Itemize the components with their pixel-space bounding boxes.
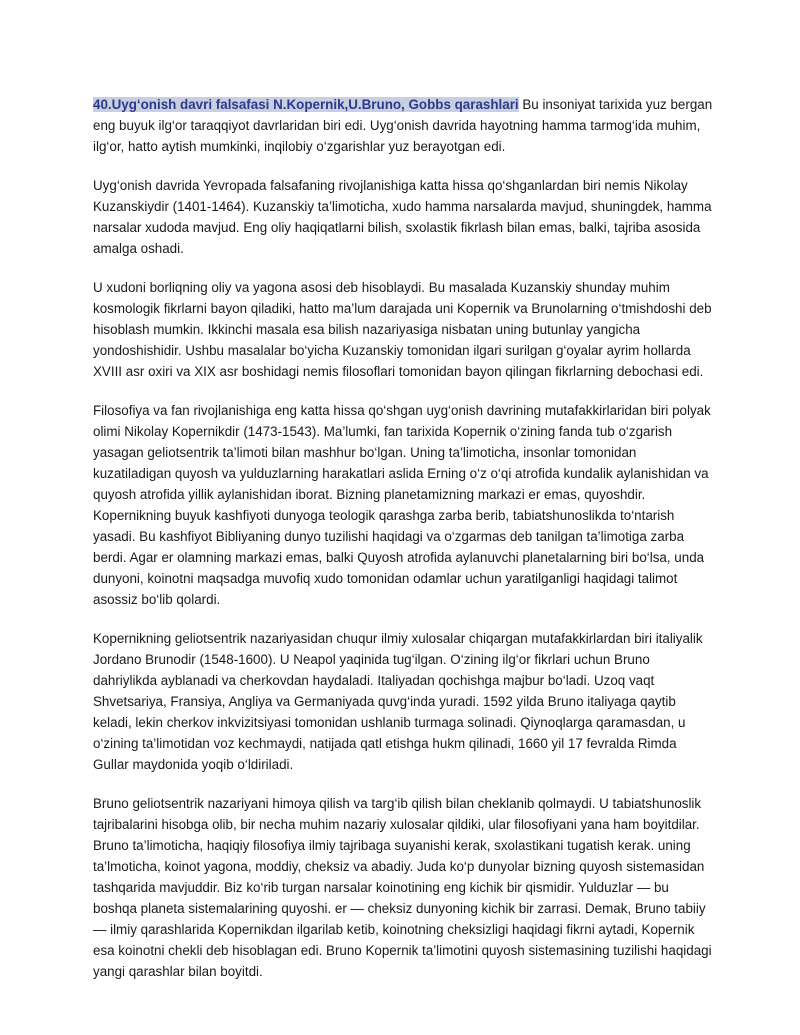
paragraph-kuzanskiy-cosmology: U xudoni borliqning oliy va yagona asosi deb hisoblaydi. Bu masalada Kuzanskiy shunday muhim kosmologik fikrlarni bayon qiladiki, hatto ma’lum darajada uni Kopernik va Brunolarning o‘tmishdoshi deb hisoblash mumkin. Ikkinchi masala esa bilish nazariyasiga nisbatan uning butunlay yangicha yondoshishidir. Ushbu masalalar bo‘yicha Kuzanskiy tomonidan ilgari surilgan g‘oyalar ayrim hollarda XVIII asr oxiri va XIX asr boshidagi nemis filosoflari tomonidan bayon qilingan fikrlarning debochasi edi. [93, 280, 712, 379]
paragraph-bruno-theory: Bruno geliotsentrik nazariyani himoya qilish va targ‘ib qilish bilan cheklanib qolmaydi. U tabiatshunoslik tajribalarini hisobga olib, bir necha muhim nazariy xulosalar qildiki, ular filosofiyani yana ham boyitdilar. Bruno ta’limoticha, haqiqiy filosofiya ilmiy tajribaga suyanishi kerak, sxolastikani tugatish kerak. uning ta’lmoticha, koinot yagona, moddiy, cheksiz va abadiy. Juda ko‘p dunyolar bizning quyosh sistemasidan tashqarida mavjuddir. Biz ko‘rib turgan narsalar koinotining eng kichik bir qismidir. Yulduzlar — bu boshqa planeta sistemalarining quyoshi. er — cheksiz dunyoning kichik bir zarrasi. Demak, Bruno tabiiy — ilmiy qarashlarida Kopernikdan ilgarilab ketib, koinotning cheksizligi haqidagi fikrni aytadi, Kopernik esa koinotni chekli deb hisoblagan edi. Bruno Kopernik ta’limotini quyosh sistemasining tuzilishi haqidagi yangi qarashlar bilan boyitdi. [93, 796, 712, 979]
intro-paragraph [93, 94, 713, 157]
intro-text: Bu insoniyat tarixida yuz bergan eng buyuk ilg‘or taraqqiyot davrlaridan biri edi. Uyg‘onish davrida hayotning hamma tarmog‘ida muhim, ilg‘or, hatto aytish mumkinki, inqilobiy o‘zgarishlar yuz berayotgan edi. [93, 97, 713, 154]
paragraph-kuzanskiy: Uyg‘onish davrida Yevropada falsafaning rivojlanishiga katta hissa qo‘shganlardan biri nemis Nikolay Kuzanskiydir (1401-1464). Kuzanskiy ta’limoticha, xudo hamma narsalarda mavjud, shuningdek, hamma narsalar xudoda mavjud. Eng oliy haqiqatlarni bilish, sxolastik fikrlash bilan emas, balki, tajriba asosida amalga oshadi. [93, 178, 712, 256]
paragraph-bruno-biography: Kopernikning geliotsentrik nazariyasidan chuqur ilmiy xulosalar chiqargan mutafakkirlardan biri italiyalik Jordano Brunodir (1548-1600). U Neapol yaqinida tug‘ilgan. O‘zining ilg‘or fikrlari uchun Bruno dahriylikda ayblanadi va cherkovdan haydaladi. Italiyadan qochishga majbur bo‘ladi. Uzoq vaqt Shvetsariya, Fransiya, Angliya va Germaniyada quvg‘inda yuradi. 1592 yilda Bruno italiyaga qaytib keladi, lekin cherkov inkvizitsiyasi tomonidan ushlanib turmaga solinadi. Qiynoqlarga qaramasdan, u o‘zining ta’limotidan voz kechmaydi, natijada qatl etishga hukm qilinadi, 1660 yil 17 fevralda Rimda Gullar maydonida yoqib o‘ldiriladi. [93, 631, 703, 772]
section-heading: 40.Uyg‘onish davri falsafasi N.Kopernik,U.Bruno, Gobbs qarashlari [93, 97, 519, 112]
document-page [93, 94, 713, 1000]
paragraph-kopernik: Filosofiya va fan rivojlanishiga eng katta hissa qo‘shgan uyg‘onish davrining mutafakkirlaridan biri polyak olimi Nikolay Kopernikdir (1473-1543). Ma’lumki, fan tarixida Kopernik o‘zining fanda tub o‘zgarish yasagan geliotsentrik ta’limoti bilan mashhur bo‘lgan. Uning ta’limoticha, insonlar tomonidan kuzatiladigan quyosh va yulduzlarning harakatlari aslida Erning o‘z o‘qi atrofida kundalik aylanishidan va quyosh atrofida yillik aylanishidan iborat. Bizning planetamizning markazi er emas, quyoshdir. Kopernikning buyuk kashfiyoti dunyoga teologik qarashga zarba berib, tabiatshunoslikda to‘ntarish yasadi. Bu kashfiyot Bibliyaning dunyo tuzilishi haqidagi va o‘zgarmas deb tanilgan ta’limotiga zarba berdi. Agar er olamning markazi emas, balki Quyosh atrofida aylanuvchi planetalarning biri bo‘lsa, unda dunyoni, koinotni maqsadga muvofiq xudo tomonidan odamlar uchun yaratilganligi haqidagi talimot asossiz bo‘lib qolardi. [93, 403, 711, 607]
